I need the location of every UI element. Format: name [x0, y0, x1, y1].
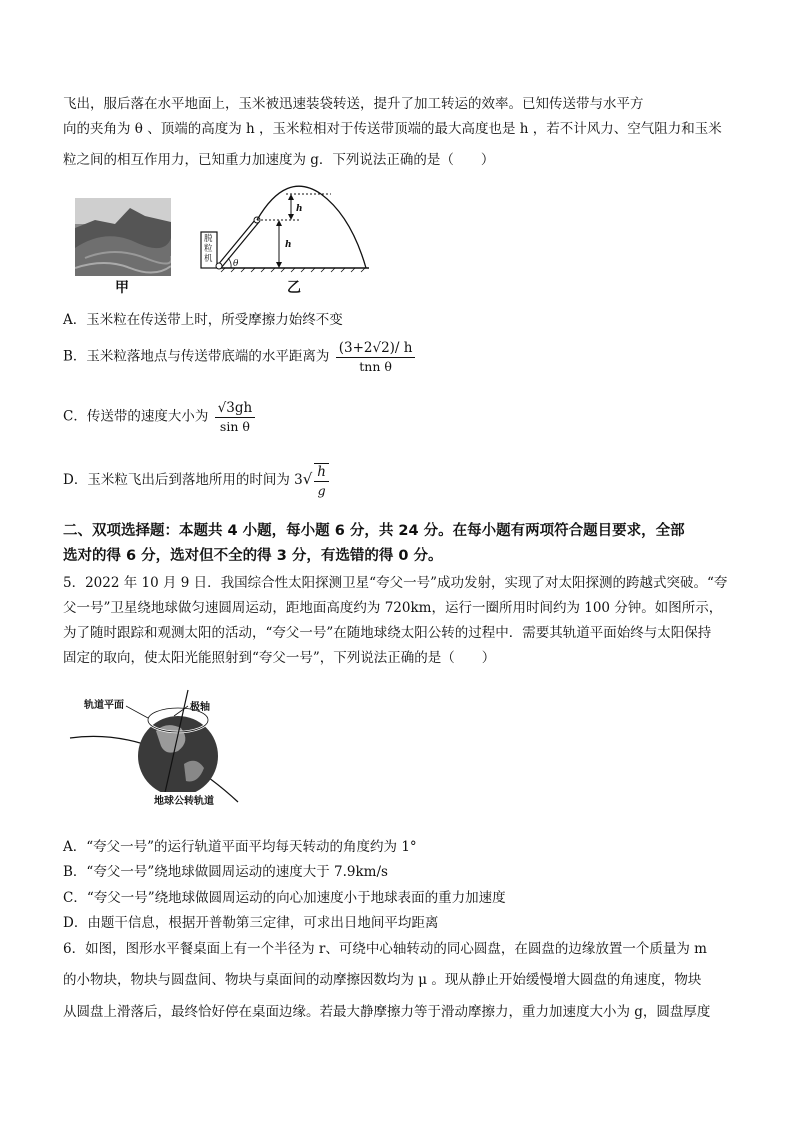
q4-option-b-text: B．玉米粒落地点与传送带底端的水平距离为 [63, 348, 330, 365]
q4-option-a: A．玉米粒在传送带上时，所受摩擦力始终不变 [63, 312, 343, 328]
q4-figure [63, 182, 383, 294]
q4-option-b [63, 340, 417, 374]
q4-option-b-numerator: (3+2√2)/ h [336, 340, 416, 358]
h-label-lower: h [285, 240, 292, 250]
orbit-plane-label: 轨道平面 [84, 700, 124, 711]
q4-option-c-numerator: √3gh [215, 400, 256, 418]
machine-label: 脱粒机 [204, 234, 213, 264]
q6-line-3: 从圆盘上滑落后，最终恰好停在桌面边缘。若最大静摩擦力等于滑动摩擦力，重力加速度大小为 g，圆盘厚度 [63, 1004, 711, 1020]
conveyor-trajectory-diagram [191, 182, 391, 282]
q4-option-c-fraction [215, 400, 256, 434]
q4-option-d: D．玉米粒飞出后到落地所用的时间为 3√ $\frac{h}{g}$ [63, 463, 331, 498]
q5-option-a: A．“夸父一号”的运行轨道平面平均每天转动的角度约为 1° [63, 839, 417, 855]
figure-label-jia: 甲 [115, 280, 129, 296]
q6-line-1: 6．如图，图形水平餐桌面上有一个半径为 r、可绕中心轴转动的同心圆盘，在圆盘的边缘放置一个质量为 m [63, 941, 707, 957]
q5-earth-figure [66, 686, 246, 810]
q5-line-2: 父一号”卫星绕地球做匀速圆周运动，距地面高度约为 720km，运行一圈所用时间约为 100 分钟。如图所示， [63, 600, 723, 616]
polar-axis-label: 极轴 [190, 702, 210, 713]
q4-option-b-fraction [336, 340, 416, 374]
q4-option-c-denominator: sin θ [219, 419, 250, 434]
q4-option-d-denominator: g [317, 483, 326, 498]
h-label-upper: h [296, 204, 303, 214]
theta-label: θ [233, 259, 239, 269]
q5-option-d: D．由题干信息，根据开普勒第三定律，可求出日地间平均距离 [63, 915, 439, 931]
q6-line-2: 的小物块，物块与圆盘间、物块与桌面间的动摩擦因数均为 μ 。现从静止开始缓慢增大圆盘的角速度，物块 [63, 972, 702, 988]
q4-option-b-denominator: tnn θ [359, 359, 392, 374]
q4-option-d-fraction [314, 463, 329, 498]
section-2-heading-line-1: 二、双项选择题：本题共 4 小题，每小题 6 分，共 24 分。在每小题有两项符合题目要求，全部 [63, 523, 685, 539]
corn-field-photo [75, 198, 171, 276]
q4-option-d-numerator: h [314, 464, 329, 482]
q5-line-3: 为了随时跟踪和观测太阳的活动，“夸父一号”在随地球绕太阳公转的过程中．需要其轨道平面始终与太阳保持 [63, 625, 712, 641]
q5-option-c: C．“夸父一号”绕地球做圆周运动的向心加速度小于地球表面的重力加速度 [63, 890, 506, 906]
q4-option-d-text: D．玉米粒飞出后到落地所用的时间为 3 [63, 472, 303, 488]
earth-orbit-label: 地球公转轨道 [154, 792, 214, 807]
q4-line-2: 向的夹角为 θ 、顶端的高度为 h ，玉米粒相对于传送带顶端的最大高度也是 h ，若不计风力、空气阻力和玉米 [63, 121, 722, 137]
q4-line-3: 粒之间的相互作用力，已知重力加速度为 g．下列说法正确的是（ ） [63, 152, 495, 168]
q5-option-b: B．“夸父一号”绕地球做圆周运动的速度大于 7.9km/s [63, 864, 388, 880]
section-2-heading-line-2: 选对的得 6 分，选对但不全的得 3 分，有选错的得 0 分。 [63, 548, 443, 564]
figure-label-yi: 乙 [287, 280, 301, 296]
q4-option-c [63, 400, 257, 434]
q4-option-c-text: C．传送带的速度大小为 [63, 408, 209, 425]
q5-line-4: 固定的取向，使太阳光能照射到“夸父一号”，下列说法正确的是（ ） [63, 650, 496, 666]
q5-line-1: 5．2022 年 10 月 9 日．我国综合性太阳探测卫星“夸父一号”成功发射，实现了对太阳探测的跨越式突破。“夸 [63, 575, 728, 591]
q4-line-1: 飞出，服后落在水平地面上，玉米被迅速装袋转送，提升了加工转运的效率。已知传送带与水平方 [63, 96, 644, 112]
